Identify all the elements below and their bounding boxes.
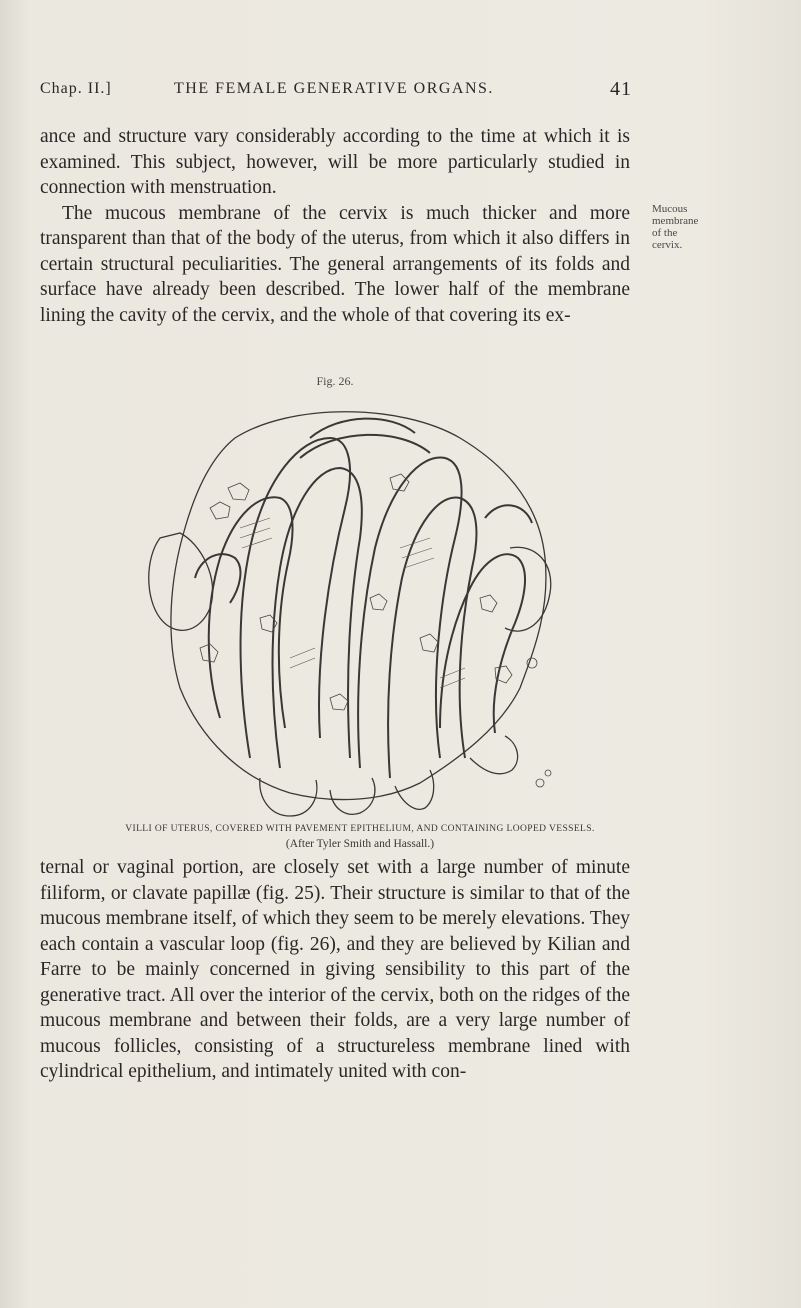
paragraph: ance and structure vary considerably according to the time at which it is examined. This subject, however, will be more particularly studied in connection with menstruation. [40, 126, 630, 198]
paragraph: The mucous membrane of the cervix is much thicker and more transparent than that of the body of the uterus, from which it also differs in certain structural peculiarities. The general arrangements of its folds and surface have already been described. The lower half of the membrane lining the cavity of the cervix, and the whole of that covering its ex- [40, 202, 630, 326]
running-header [40, 78, 640, 108]
vascular-loops [195, 419, 532, 778]
top-text-block [40, 124, 630, 328]
figure-credit: (After Tyler Smith and Hassall.) [285, 838, 435, 850]
margin-note-line: Mucous [652, 203, 688, 215]
margin-note [652, 203, 722, 251]
page-number: 41 [610, 78, 632, 100]
figure-caption: VILLI OF UTERUS, COVERED WITH PAVEMENT EPITHELIUM, AND CONTAINING LOOPED VESSELS. [125, 824, 595, 834]
margin-note-line: cervix. [652, 239, 683, 251]
chapter-label: Chap. II.] [40, 80, 112, 97]
running-title: THE FEMALE GENERATIVE ORGANS. [174, 80, 494, 97]
margin-note-line: of the [652, 227, 678, 239]
uterine-villi-illustration [140, 398, 560, 820]
bottom-text-block [40, 855, 630, 1085]
margin-note-line: membrane [652, 215, 699, 227]
epithelium-cells [200, 474, 551, 787]
paragraph: ternal or vaginal portion, are closely set with a large number of minute filiform, or clavate papillæ (fig. 25). Their structure is similar to that of the mucous membrane itself, of which they seem to be merely elevations. They each contain a vascular loop (fig. 26), and they are believed by Kilian and Farre to be mainly concerned in giving sensibility to this part of the generative tract. All over the interior of the cervix, both on the ridges of the mucous membrane and between their folds, are a very large number of mucous follicles, consisting of a structureless membrane lined with cylindrical epithelium, and intimately united with con- [40, 857, 630, 1082]
figure-label: Fig. 26. [316, 374, 354, 388]
